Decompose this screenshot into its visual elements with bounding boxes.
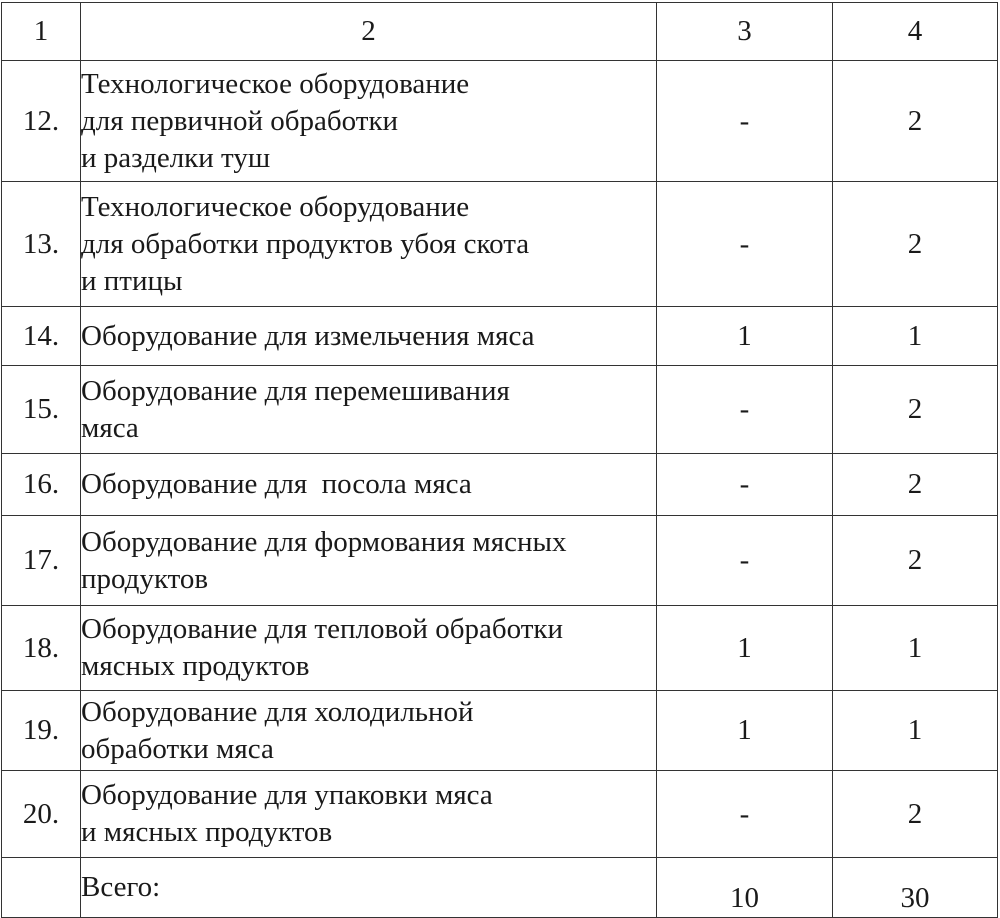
name-line: Оборудование для холодильной: [81, 695, 474, 728]
name-line: продуктов: [81, 562, 209, 595]
header-row: [2, 3, 998, 61]
col4-value: 1: [833, 606, 998, 691]
table-row: [2, 454, 998, 516]
name-line: Оборудование для тепловой обработки: [81, 613, 563, 645]
total-col4-value: 30: [900, 882, 930, 914]
name-line: для обработки продуктов убоя скота: [81, 227, 530, 260]
row-number: 12.: [2, 61, 81, 182]
col4-value: 1: [833, 691, 998, 771]
col3-value: -: [657, 366, 833, 454]
row-number: 16.: [2, 454, 81, 516]
row-number: 20.: [2, 771, 81, 858]
name-line: мясных продуктов: [81, 650, 310, 682]
row-number: 19.: [2, 691, 81, 771]
total-row: [2, 858, 998, 918]
total-col3-value: 10: [730, 882, 759, 914]
name-line: обработки мяса: [81, 732, 274, 765]
equipment-name: [81, 454, 657, 516]
name-line: Технологическое оборудование: [81, 190, 470, 223]
name-line: Оборудование для перемешивания: [81, 374, 510, 407]
equipment-name: [81, 606, 657, 691]
total-col4: [833, 858, 998, 918]
name-line: для первичной обработки: [81, 104, 399, 137]
equipment-name: [81, 366, 657, 454]
col3-value: -: [657, 771, 833, 858]
table-row: [2, 771, 998, 858]
col4-value: 2: [833, 366, 998, 454]
col4-value: 2: [833, 516, 998, 606]
col3-value: -: [657, 61, 833, 182]
total-number-cell: [2, 858, 81, 918]
col3-value: -: [657, 182, 833, 307]
name-line: Технологическое оборудование: [81, 67, 470, 100]
name-line: и птицы: [81, 264, 183, 297]
name-line: и разделки туш: [81, 141, 271, 174]
name-line: Оборудование для упаковки мяса: [81, 779, 493, 811]
col4-value: 2: [833, 61, 998, 182]
table-row: [2, 606, 998, 691]
col4-value: 2: [833, 182, 998, 307]
name-line: и мясных продуктов: [81, 816, 333, 848]
table-row: [2, 691, 998, 771]
total-col3: [657, 858, 833, 918]
col4-value: 2: [833, 771, 998, 858]
col3-value: -: [657, 454, 833, 516]
equipment-name: [81, 771, 657, 858]
col3-value: 1: [657, 606, 833, 691]
table-row: [2, 307, 998, 366]
row-number: 13.: [2, 182, 81, 307]
row-number: 14.: [2, 307, 81, 366]
equipment-name: [81, 61, 657, 182]
col4-value: 2: [833, 454, 998, 516]
table-row: [2, 61, 998, 182]
header-col-4: 4: [833, 3, 998, 61]
name-line: Оборудование для формования мясных: [81, 525, 567, 558]
equipment-name: [81, 182, 657, 307]
equipment-name: [81, 307, 657, 366]
header-col-1: 1: [2, 3, 81, 61]
col3-value: -: [657, 516, 833, 606]
name-line: Оборудование для посола мяса: [81, 468, 472, 500]
header-col-3: 3: [657, 3, 833, 61]
total-label: Всего:: [81, 858, 657, 918]
row-number: 15.: [2, 366, 81, 454]
equipment-hours-table: [1, 2, 998, 918]
table-row: [2, 182, 998, 307]
header-col-2: 2: [81, 3, 657, 61]
table-row: [2, 516, 998, 606]
row-number: 18.: [2, 606, 81, 691]
col3-value: 1: [657, 307, 833, 366]
col4-value: 1: [833, 307, 998, 366]
col3-value: 1: [657, 691, 833, 771]
name-line: мяса: [81, 411, 139, 444]
equipment-name: [81, 516, 657, 606]
row-number: 17.: [2, 516, 81, 606]
name-line: Оборудование для измельчения мяса: [81, 319, 535, 352]
equipment-name: [81, 691, 657, 771]
table-row: [2, 366, 998, 454]
